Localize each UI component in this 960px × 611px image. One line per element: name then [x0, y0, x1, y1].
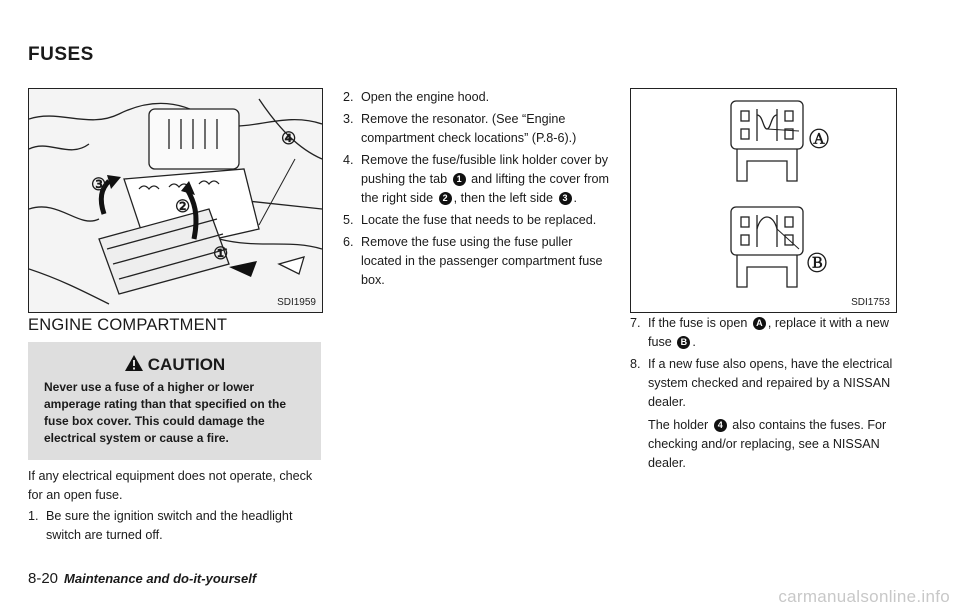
- callout-a-marker: A: [753, 317, 766, 330]
- callout-b: Ⓑ: [807, 253, 827, 275]
- callout-2-marker: 2: [439, 192, 452, 205]
- caution-title: CAUTION: [147, 355, 226, 374]
- step-number: 7.: [630, 316, 641, 330]
- step-text: [648, 355, 898, 473]
- step-number: 8.: [630, 357, 641, 371]
- step-8: [630, 355, 898, 473]
- right-column-text: [630, 314, 898, 473]
- step-6: [343, 233, 613, 290]
- callout-3: ③: [91, 175, 107, 194]
- step-1: [28, 507, 324, 545]
- blade-fuse-drawing: [631, 89, 896, 312]
- callout-4-marker: 4: [714, 419, 727, 432]
- page-footer: [28, 570, 256, 587]
- page-number: 8-20: [28, 570, 59, 587]
- step-text: Locate the fuse that needs to be replaced.: [361, 213, 597, 227]
- step-text-part: If the fuse is open: [648, 316, 748, 330]
- figure-label: SDI1959: [277, 297, 316, 308]
- left-column-text: [28, 467, 324, 545]
- step-number: 1.: [28, 509, 39, 523]
- step-number: 5.: [343, 213, 354, 227]
- step-number: 6.: [343, 235, 354, 249]
- engine-compartment-heading: ENGINE COMPARTMENT: [28, 316, 228, 334]
- step-text-part: and lifting the cover from the right side: [361, 172, 610, 205]
- step-text: Open the engine hood.: [361, 90, 490, 104]
- step-text-part: .: [573, 191, 578, 205]
- step-3: [343, 110, 613, 148]
- figure-label: SDI1753: [851, 297, 890, 308]
- callout-4: ④: [281, 129, 297, 148]
- intro-paragraph: If any electrical equipment does not operate, check for an open fuse.: [28, 469, 313, 502]
- step-number: 2.: [343, 90, 354, 104]
- step-text-part: , replace it with a new fuse: [648, 316, 890, 349]
- step-text: [648, 314, 898, 352]
- footer-title: Maintenance and do-it-yourself: [64, 571, 257, 586]
- warning-triangle-icon: [124, 354, 144, 372]
- watermark: carmanualsonline.info: [778, 587, 950, 606]
- callout-1-marker: 1: [453, 173, 466, 186]
- caution-box: [28, 342, 321, 460]
- callout-1: ①: [213, 244, 229, 263]
- step-text-part: Remove the fuse/fusible link holder cover by pushing the tab: [361, 153, 609, 186]
- step-7: [630, 314, 898, 352]
- engine-fuse-holder-figure: [28, 88, 323, 313]
- fuse-comparison-figure: [630, 88, 897, 313]
- step-text: Remove the resonator. (See “Engine compartment check locations” (P.8-6).): [361, 112, 577, 145]
- step-text-part: The holder: [648, 418, 709, 432]
- step-2: [343, 88, 613, 107]
- callout-b-marker: B: [677, 336, 690, 349]
- callout-2: ②: [175, 197, 191, 216]
- caution-header: [28, 354, 321, 375]
- middle-column-text: [343, 88, 613, 290]
- step-text-part: .: [692, 335, 696, 349]
- step-text-part: also contains the fuses. For checking and/or replacing, see a NISSAN dealer.: [648, 418, 887, 470]
- step-text: Be sure the ignition switch and the headlight switch are turned off.: [46, 509, 293, 542]
- step-number: 4.: [343, 153, 354, 167]
- callout-3-marker: 3: [559, 192, 572, 205]
- step-text-part: If a new fuse also opens, have the electrical system checked and repaired by a NISSAN dealer.: [648, 357, 893, 409]
- step-4: [343, 151, 613, 208]
- caution-text: Never use a fuse of a higher or lower amperage rating than that specified on the fuse box cover. This could damage the electrical system or cause a fire.: [44, 380, 287, 445]
- holder-note: [648, 416, 898, 473]
- step-text: Remove the fuse using the fuse puller located in the passenger compartment fuse box.: [361, 235, 603, 287]
- step-text: [361, 151, 613, 208]
- step-text-part: , then the left side: [453, 191, 554, 205]
- section-title: FUSES: [28, 44, 94, 65]
- callout-a: Ⓐ: [809, 129, 829, 151]
- step-number: 3.: [343, 112, 354, 126]
- step-5: [343, 211, 613, 230]
